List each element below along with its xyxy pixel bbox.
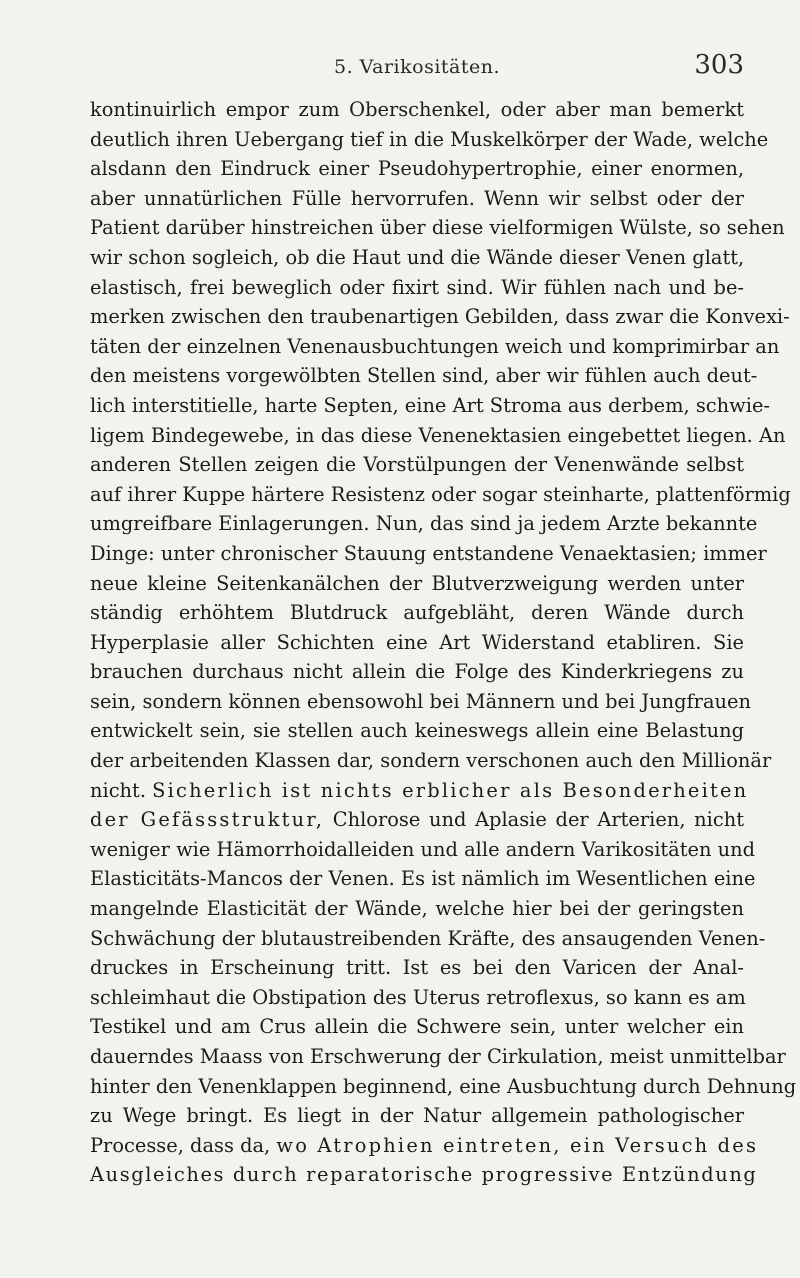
text-line: deutlich ihren Uebergang tief in die Muskelkörper der Wade, welche xyxy=(90,127,769,151)
text-line: mangelnde Elasticität der Wände, welche hier bei der geringsten xyxy=(90,897,744,921)
text-line: ligem Bindegewebe, in das diese Venenektasien eingebettet liegen. An xyxy=(90,423,786,447)
text-line: sein, sondern können ebensowohl bei Männern und bei Jungfrauen xyxy=(90,689,751,713)
text-line xyxy=(90,776,749,806)
text-line: Schwächung der blutaustreibenden Kräfte, des ansaugenden Venen- xyxy=(90,926,766,950)
text-line: ständig erhöhtem Blutdruck aufgebläht, deren Wände durch xyxy=(90,601,744,625)
text-line: umgreifbare Einlagerungen. Nun, das sind ja jedem Arzte bekannte xyxy=(90,512,758,536)
text-line: neue kleine Seitenkanälchen der Blutverzweigung werden unter xyxy=(90,571,744,595)
text-line xyxy=(90,805,744,835)
text-line: weniger wie Hämorrhoidalleiden und alle andern Varikositäten und xyxy=(90,837,756,861)
text-line: dauerndes Maass von Erschwerung der Cirkulation, meist unmittelbar xyxy=(90,1045,786,1068)
body-text xyxy=(90,95,797,1190)
page-number: 303 xyxy=(694,50,744,80)
text-line: anderen Stellen zeigen die Vorstülpungen der Venenwände selbst xyxy=(90,453,744,477)
text-line: Testikel und am Crus allein die Schwere sein, unter welcher ein xyxy=(90,1015,744,1039)
text-line: kontinuirlich empor zum Oberschenkel, oder aber man bemerkt xyxy=(90,98,744,121)
spaced-text-run: wo Atrophien eintreten, ein Versuch des xyxy=(276,1133,759,1157)
text-line: druckes in Erscheinung tritt. Ist es bei den Varicen der Anal- xyxy=(90,956,744,980)
text-line xyxy=(90,1131,759,1161)
text-line: alsdann den Eindruck einer Pseudohypertrophie, einer enormen, xyxy=(90,157,744,181)
text-line: der arbeitenden Klassen dar, sondern verschonen auch den Millionär xyxy=(90,749,772,773)
page-header xyxy=(90,48,744,88)
text-run: Processe, dass da, xyxy=(90,1133,271,1157)
spaced-text-run: der Gefässstruktur, xyxy=(90,808,325,832)
text-line: merken zwischen den traubenartigen Gebilden, dass zwar die Konvexi- xyxy=(90,305,790,329)
text-line: Elasticitäts-Mancos der Venen. Es ist nämlich im Wesentlichen eine xyxy=(90,867,756,891)
text-line: den meistens vorgewölbten Stellen sind, aber wir fühlen auch deut- xyxy=(90,364,758,388)
text-line: auf ihrer Kuppe härtere Resistenz oder sogar steinharte, plattenförmig xyxy=(90,482,791,506)
text-line: aber unnatürlichen Fülle hervorrufen. Wenn wir selbst oder der xyxy=(90,186,744,210)
spaced-text-run: Sicherlich ist nichts erblicher als Besonderheiten xyxy=(152,778,749,802)
text-line: Patient darüber hinstreichen über diese vielformigen Wülste, so sehen xyxy=(90,216,785,240)
text-run: Chlorose und Aplasie der Arterien, nicht xyxy=(332,808,744,832)
running-head: 5. Varikositäten. xyxy=(333,56,501,78)
text-line: hinter den Venenklappen beginnend, eine Ausbuchtung durch Dehnung xyxy=(90,1074,797,1098)
text-line: Ausgleiches durch reparatorische progressive Entzündung xyxy=(90,1163,758,1187)
text-line: täten der einzelnen Venenausbuchtungen weich und komprimirbar an xyxy=(90,334,780,358)
text-line: wir schon sogleich, ob die Haut und die Wände dieser Venen glatt, xyxy=(90,245,745,269)
text-run: nicht. xyxy=(90,778,146,802)
text-line: brauchen durchaus nicht allein die Folge des Kinderkriegens zu xyxy=(90,660,744,684)
text-line: Dinge: unter chronischer Stauung entstandene Venaektasien; immer xyxy=(90,541,767,565)
text-line: elastisch, frei beweglich oder fixirt sind. Wir fühlen nach und be- xyxy=(90,275,744,299)
text-line: Hyperplasie aller Schichten eine Art Widerstand etabliren. Sie xyxy=(90,630,744,654)
text-line: entwickelt sein, sie stellen auch keineswegs allein eine Belastung xyxy=(90,719,744,743)
text-line: lich interstitielle, harte Septen, eine Art Stroma aus derbem, schwie- xyxy=(90,393,770,417)
text-line: schleimhaut die Obstipation des Uterus retroflexus, so kann es am xyxy=(90,985,746,1009)
text-line: zu Wege bringt. Es liegt in der Natur allgemein pathologischer xyxy=(90,1104,744,1128)
